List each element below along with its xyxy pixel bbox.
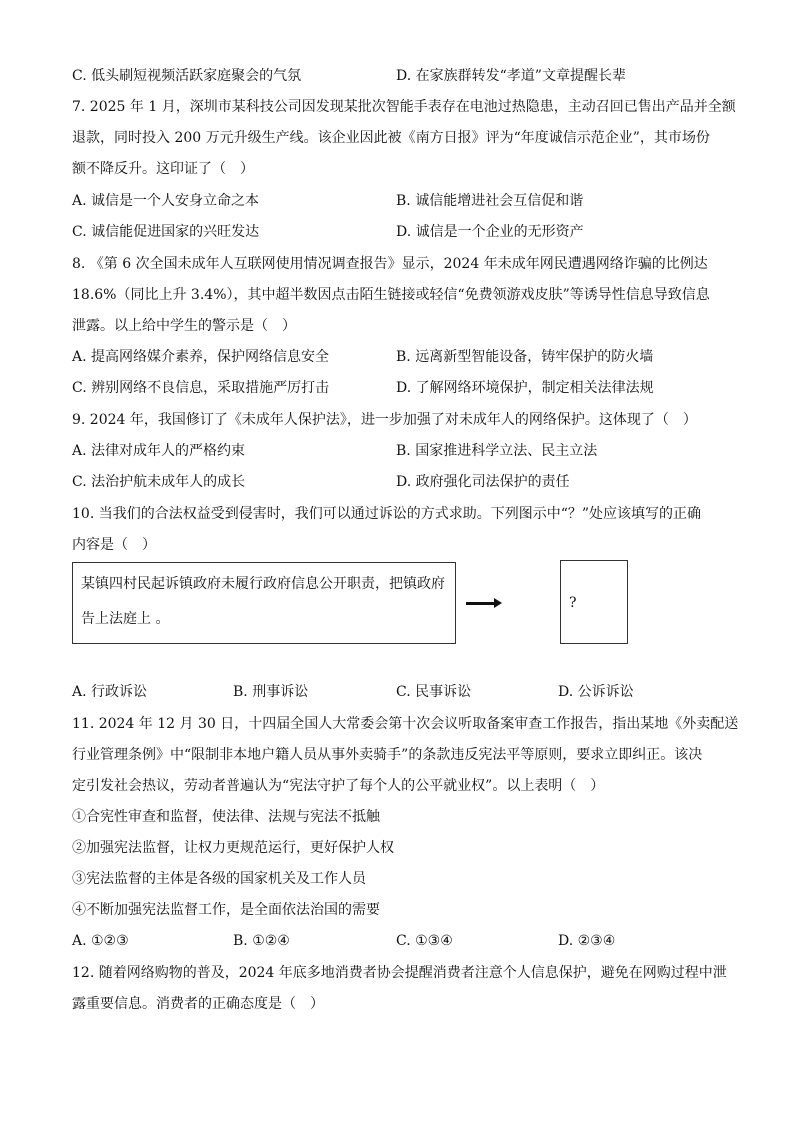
q11-option-a: A. ①②③ [72,933,129,949]
q11-option-c: C. ①③④ [396,933,453,949]
q8-option-c: C. 辨别网络不良信息，采取措施严厉打击 [72,380,330,396]
q7-option-a: A. 诚信是一个人安身立命之本 [72,193,260,209]
q11-statement-2: ②加强宪法监督，让权力更规范运行，更好保护人权 [72,840,394,856]
q8-option-a: A. 提高网络媒介素养，保护网络信息安全 [72,349,330,365]
q9-option-c: C. 法治护航未成年人的成长 [72,474,246,490]
q7-option-d: D. 诚信是一个企业的无形资产 [396,224,584,240]
q11-statement-3: ③宪法监督的主体是各级的国家机关及工作人员 [72,871,366,887]
q11-statement-4: ④不断加强宪法监督工作，是全面依法治国的需要 [72,902,380,918]
q11-stem-line-2: 行业管理条例》中“限制非本地户籍人员从事外卖骑手”的条款违反宪法平等原则，要求立即纠正。该决 [72,747,703,763]
q10-stem-line-1: 10. 当我们的合法权益受到侵害时，我们可以通过诉讼的方式求助。下列图示中“？”处应该填写的正确 [72,506,702,522]
q11-option-d: D. ②③④ [558,933,616,949]
q8-stem-line-3: 泄露。以上给中学生的警示是（ ） [72,318,296,334]
q11-stem-line-3: 定引发社会热议，劳动者普遍认为“宪法守护了每个人的公平就业权”。以上表明（ ） [72,778,605,794]
right-arrow-icon [466,602,496,605]
q10-case-box [72,562,456,644]
q11-statement-1: ①合宪性审查和监督，使法律、法规与宪法不抵触 [72,809,380,825]
q10-option-a: A. 行政诉讼 [72,684,148,700]
q7-option-c: C. 诚信能促进国家的兴旺发达 [72,224,260,240]
q9-stem-line-1: 9. 2024 年，我国修订了《未成年人保护法》，进一步加强了对未成年人的网络保护。这体现了（ ） [72,412,697,428]
q10-option-c: C. 民事诉讼 [396,684,472,700]
q9-option-d: D. 政府强化司法保护的责任 [396,474,570,490]
q7-stem-line-3: 额不降反升。这印证了（ ） [72,161,254,177]
q10-option-b: B. 刑事诉讼 [233,684,309,700]
q12-stem-line-1: 12. 随着网络购物的普及，2024 年底多地消费者协会提醒消费者注意个人信息保护，避免在网购过程中泄 [72,965,727,981]
prev-option-c: C. 低头刷短视频活跃家庭聚会的气氛 [72,68,302,84]
prev-option-d: D. 在家族群转发“孝道”文章提醒长辈 [396,68,626,84]
q7-stem-line-1: 7. 2025 年 1 月，深圳市某科技公司因发现某批次智能手表存在电池过热隐患，主动召回已售出产品并全额 [72,99,736,115]
q10-case-line-2: 告上法庭上 。 [81,611,170,627]
q10-case-line-1: 某镇四村民起诉镇政府未履行政府信息公开职责，把镇政府 [81,576,445,592]
q10-answer-placeholder: ? [569,595,577,611]
q8-option-b: B. 远离新型智能设备，铸牢保护的防火墙 [396,349,654,365]
q11-stem-line-1: 11. 2024 年 12 月 30 日，十四届全国人大常委会第十次会议听取备案审查工作报告，指出某地《外卖配送 [72,716,739,732]
q9-option-b: B. 国家推进科学立法、民主立法 [396,443,598,459]
q10-stem-line-2: 内容是（ ） [72,537,156,553]
q7-option-b: B. 诚信能增进社会互信促和谐 [396,193,584,209]
q8-option-d: D. 了解网络环境保护，制定相关法律法规 [396,380,654,396]
q12-stem-line-2: 露重要信息。消费者的正确态度是（ ） [72,996,324,1012]
q10-option-d: D. 公诉诉讼 [558,684,634,700]
q7-stem-line-2: 退款，同时投入 200 万元升级生产线。该企业因此被《南方日报》评为“年度诚信示范企业”，其市场份 [72,130,710,146]
q11-option-b: B. ①②④ [233,933,290,949]
q8-stem-line-1: 8. 《第 6 次全国未成年人互联网使用情况调查报告》显示，2024 年未成年网民遭遇网络诈骗的比例达 [72,256,708,272]
q9-option-a: A. 法律对成年人的严格约束 [72,443,246,459]
q10-answer-box [560,560,628,644]
q8-stem-line-2: 18.6%（同比上升 3.4%），其中超半数因点击陌生链接或轻信“免费领游戏皮肤”等诱导性信息导致信息 [72,287,710,303]
